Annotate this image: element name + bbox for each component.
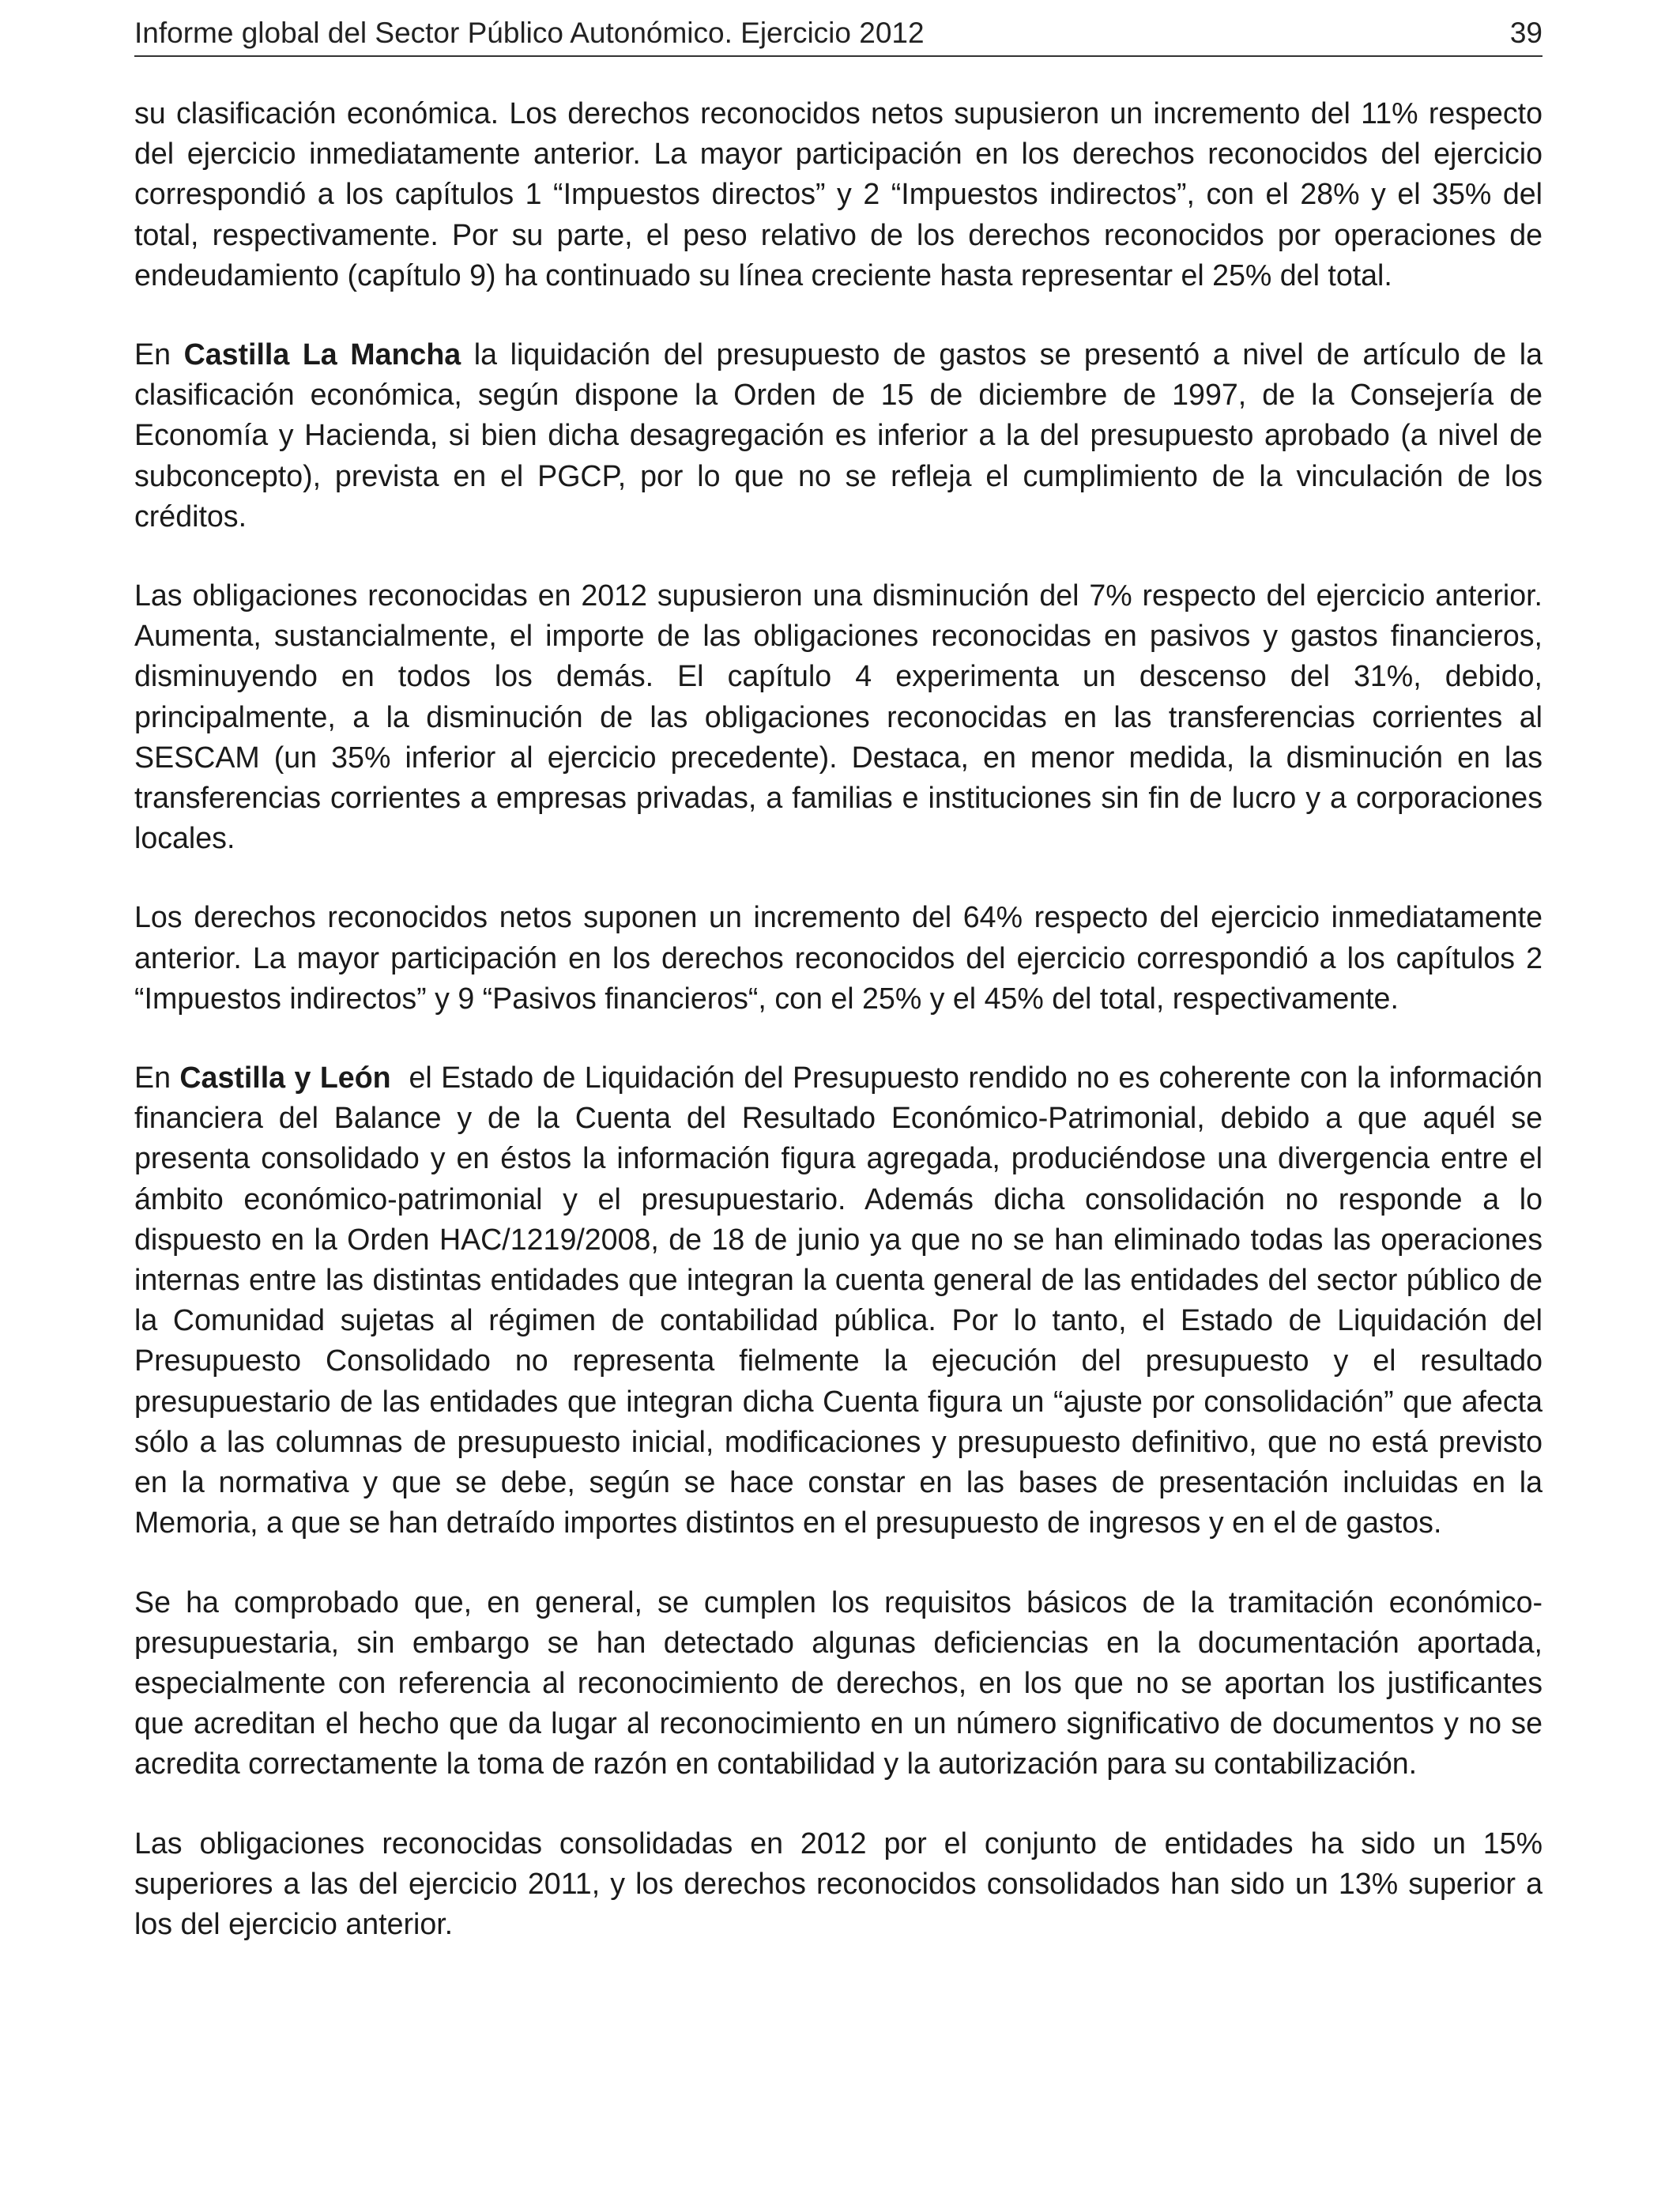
region-name-castilla-la-mancha: Castilla La Mancha: [183, 337, 461, 371]
paragraph-rest: el Estado de Liquidación del Presupuesto rendido no es coherente con la información financiera del Balance y de la Cuenta del Resultado Económico-Patrimonial, debido a que aquél se presenta consolidado y en éstos la información figura agregada, produciéndose una divergencia entre el ámbito económico-patrimonial y el presupuestario. Además dicha consolidación no responde a lo dispuesto en la Orden HAC/1219/2008, de 18 de junio ya que no se han eliminado todas las operaciones internas entre las distintas entidades que integran la cuenta general de las entidades del sector público de la Comunidad sujetas al régimen de contabilidad pública. Por lo tanto, el Estado de Liquidación del Presupuesto Consolidado no representa fielmente la ejecución del presupuesto y el resultado presupuestario de las entidades que integran dicha Cuenta figura un “ajuste por consolidación” que afecta sólo a las columnas de presupuesto inicial, modificaciones y presupuesto definitivo, que no está previsto en la normativa y que se debe, según se hace constar en las bases de presentación incluidas en la Memoria, a que se han detraído importes distintos en el presupuesto de ingresos y en el de gastos.: [134, 1061, 1551, 1540]
paragraph: Los derechos reconocidos netos suponen un incremento del 64% respecto del ejercicio inmediatamente anterior. La mayor participación en los derechos reconocidos del ejercicio correspondió a los capítulos 2 “Impuestos indirectos” y 9 “Pasivos financieros“, con el 25% y el 45% del total, respectivamente.: [134, 900, 1543, 1015]
header-title: Informe global del Sector Público Autonómico. Ejercicio 2012: [134, 17, 925, 49]
paragraph-castilla-y-leon: [134, 1057, 1551, 1543]
page-number: 39: [1509, 17, 1543, 49]
paragraph: Se ha comprobado que, en general, se cumplen los requisitos básicos de la tramitación económico-presupuestaria, sin embargo se han detectado algunas deficiencias en la documentación aportada, especialmente con referencia al reconocimiento de derechos, en los que no se aportan los justificantes que acreditan el hecho que da lugar al reconocimiento en un número significativo de documentos y no se acredita correctamente la toma de razón en contabilidad y la autorización para su contabilización.: [134, 1585, 1543, 1781]
region-name-castilla-y-leon: Castilla y León: [179, 1061, 391, 1095]
paragraph: su clasificación económica. Los derechos reconocidos netos supusieron un incremento del 11% respecto del ejercicio inmediatamente anterior. La mayor participación en los derechos reconocidos del ejercicio correspondió a los capítulos 1 “Impuestos directos” y 2 “Impuestos indirectos”, con el 28% y el 35% del total, respectivamente. Por su parte, el peso relativo de los derechos reconocidos por operaciones de endeudamiento (capítulo 9) ha continuado su línea creciente hasta representar el 25% del total.: [134, 96, 1543, 292]
paragraph-lead: En: [134, 1061, 180, 1095]
paragraph: Las obligaciones reconocidas consolidadas en 2012 por el conjunto de entidades ha sido un 15% superiores a las del ejercicio 2011, y los derechos reconocidos consolidados han sido un 13% superior a los del ejercicio anterior.: [134, 1826, 1543, 1940]
document-body: [134, 93, 1551, 1983]
page-header: [134, 14, 1543, 57]
paragraph-castilla-la-mancha: [134, 334, 1543, 537]
paragraph-lead: En: [134, 337, 184, 371]
paragraph-rest: la liquidación del presupuesto de gastos se presentó a nivel de artículo de la clasificación económica, según dispone la Orden de 15 de diciembre de 1997, de la Consejería de Economía y Hacienda, si bien dicha desagregación es inferior a la del presupuesto aprobado (a nivel de subconcepto), prevista en el PGCP, por lo que no se refleja el cumplimiento de la vinculación de los créditos.: [134, 337, 1543, 533]
paragraph: Las obligaciones reconocidas en 2012 supusieron una disminución del 7% respecto del ejercicio anterior. Aumenta, sustancialmente, el importe de las obligaciones reconocidas en pasivos y gastos financieros, disminuyendo en todos los demás. El capítulo 4 experimenta un descenso del 31%, debido, principalmente, a la disminución de las obligaciones reconocidas en las transferencias corrientes al SESCAM (un 35% inferior al ejercicio precedente). Destaca, en menor medida, la disminución en las transferencias corrientes a empresas privadas, a familias e instituciones sin fin de lucro y a corporaciones locales.: [134, 579, 1543, 855]
